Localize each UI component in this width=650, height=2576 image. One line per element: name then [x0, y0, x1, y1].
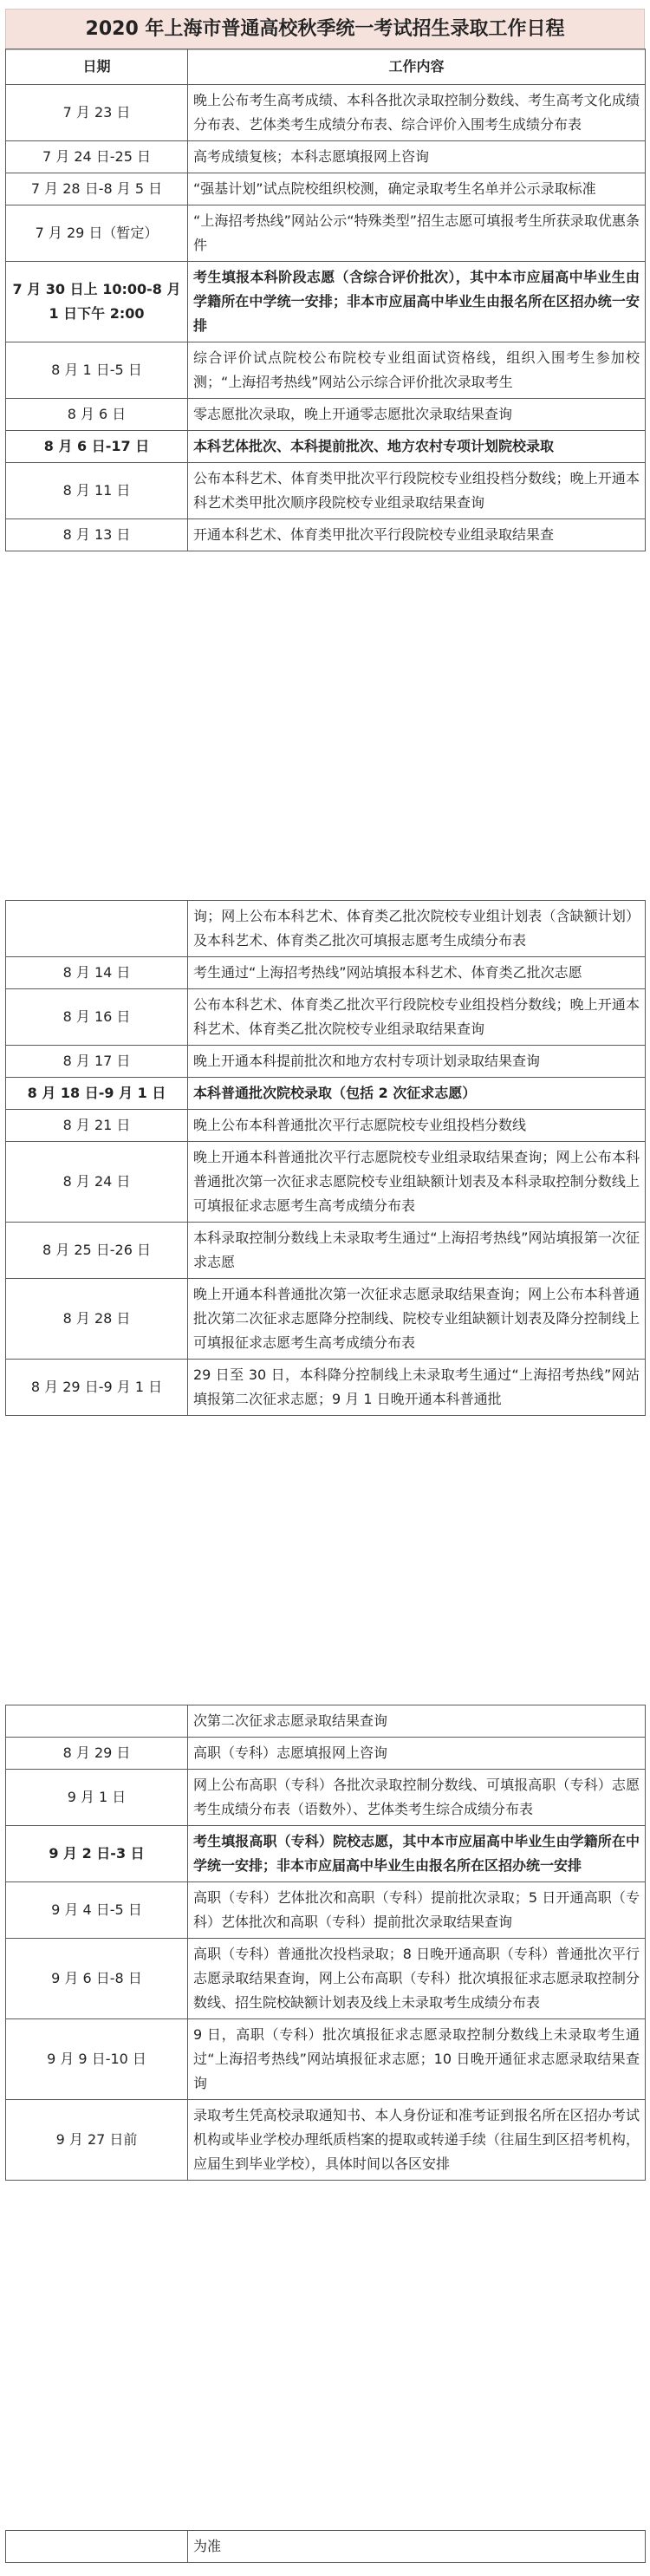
- schedule-content: 晚上开通本科普通批次平行志愿院校专业组录取结果查询；网上公布本科普通批次第一次征求志愿院校专业组缺额计划表及本科录取控制分数线上可填报征求志愿考生高考成绩分布表: [188, 1142, 646, 1223]
- schedule-content: 次第二次征求志愿录取结果查询: [188, 1705, 646, 1738]
- schedule-date: 8 月 18 日-9 月 1 日: [6, 1078, 188, 1110]
- schedule-date: 8 月 6 日: [6, 399, 188, 431]
- schedule-table-part-1: [5, 49, 646, 551]
- schedule-date: 7 月 24 日-25 日: [6, 141, 188, 173]
- schedule-date: 8 月 13 日: [6, 519, 188, 551]
- table-row: [6, 2019, 646, 2100]
- schedule-content: 晚上开通本科提前批次和地方农村专项计划录取结果查询: [188, 1046, 646, 1078]
- content-column-header: 工作内容: [188, 49, 646, 85]
- schedule-content: 高职（专科）艺体批次和高职（专科）提前批次录取；5 日开通高职（专科）艺体批次和高职（专科）提前批次录取结果查询: [188, 1882, 646, 1939]
- schedule-content: 本科普通批次院校录取（包括 2 次征求志愿）: [188, 1078, 646, 1110]
- schedule-content: 综合评价试点院校公布院校专业组面试资格线，组织入围考生参加校测；“上海招考热线”网站公示综合评价批次录取考生: [188, 342, 646, 399]
- schedule-content: 考生通过“上海招考热线”网站填报本科艺术、体育类乙批次志愿: [188, 957, 646, 989]
- schedule-content: 9 日，高职（专科）批次填报征求志愿录取控制分数线上未录取考生通过“上海招考热线”网站填报征求志愿；10 日晚开通征求志愿录取结果查询: [188, 2019, 646, 2100]
- schedule-content: “强基计划”试点院校组织校测，确定录取考生名单并公示录取标准: [188, 173, 646, 205]
- schedule-date: 8 月 11 日: [6, 463, 188, 519]
- schedule-content: 高考成绩复核；本科志愿填报网上咨询: [188, 141, 646, 173]
- table-row: [6, 1110, 646, 1142]
- schedule-date: 7 月 23 日: [6, 85, 188, 141]
- table-row: [6, 141, 646, 173]
- table-row: [6, 1826, 646, 1882]
- schedule-content: 网上公布高职（专科）各批次录取控制分数线、可填报高职（专科）志愿考生成绩分布表（语数外）、艺体类考生综合成绩分布表: [188, 1770, 646, 1826]
- table-row: [6, 173, 646, 205]
- schedule-date: [6, 2531, 188, 2563]
- schedule-content: 晚上公布考生高考成绩、本科各批次录取控制分数线、考生高考文化成绩分布表、艺体类考生成绩分布表、综合评价入围考生成绩分布表: [188, 85, 646, 141]
- schedule-date: 8 月 29 日: [6, 1738, 188, 1770]
- schedule-date: 8 月 24 日: [6, 1142, 188, 1223]
- table-row: [6, 1738, 646, 1770]
- table-row: [6, 463, 646, 519]
- table-row: [6, 1705, 646, 1738]
- schedule-date: 9 月 1 日: [6, 1770, 188, 1826]
- schedule-content: 考生填报高职（专科）院校志愿，其中本市应届高中毕业生由学籍所在中学统一安排；非本市应届高中毕业生由报名所在区招办统一安排: [188, 1826, 646, 1882]
- table-row: [6, 1939, 646, 2019]
- table-row: [6, 1360, 646, 1416]
- table-row: [6, 901, 646, 957]
- schedule-content: 高职（专科）志愿填报网上咨询: [188, 1738, 646, 1770]
- schedule-content: 本科艺体批次、本科提前批次、地方农村专项计划院校录取: [188, 431, 646, 463]
- table-row: [6, 205, 646, 262]
- schedule-content: 为准: [188, 2531, 646, 2563]
- schedule-date: [6, 901, 188, 957]
- schedule-content: 29 日至 30 日，本科降分控制线上未录取考生通过“上海招考热线”网站填报第二次征求志愿；9 月 1 日晚开通本科普通批: [188, 1360, 646, 1416]
- date-column-header: 日期: [6, 49, 188, 85]
- schedule-date: 8 月 16 日: [6, 989, 188, 1046]
- table-row: [6, 1279, 646, 1360]
- table-row: [6, 1046, 646, 1078]
- schedule-content: 晚上公布本科普通批次平行志愿院校专业组投档分数线: [188, 1110, 646, 1142]
- schedule-date: 8 月 14 日: [6, 957, 188, 989]
- schedule-date: 9 月 4 日-5 日: [6, 1882, 188, 1939]
- schedule-content: 零志愿批次录取，晚上开通零志愿批次录取结果查询: [188, 399, 646, 431]
- table-row: [6, 262, 646, 342]
- schedule-date: 8 月 1 日-5 日: [6, 342, 188, 399]
- table-row: [6, 1078, 646, 1110]
- table-row: [6, 1223, 646, 1279]
- schedule-date: [6, 1705, 188, 1738]
- table-row: [6, 431, 646, 463]
- page-title: 2020 年上海市普通高校秋季统一考试招生录取工作日程: [5, 9, 645, 50]
- schedule-content: 开通本科艺术、体育类甲批次平行段院校专业组录取结果查: [188, 519, 646, 551]
- schedule-date: 9 月 27 日前: [6, 2100, 188, 2181]
- schedule-content: 询；网上公布本科艺术、体育类乙批次院校专业组计划表（含缺额计划）及本科艺术、体育类乙批次可填报志愿考生成绩分布表: [188, 901, 646, 957]
- schedule-date: 8 月 21 日: [6, 1110, 188, 1142]
- schedule-content: “上海招考热线”网站公示“特殊类型”招生志愿可填报考生所获录取优惠条件: [188, 205, 646, 262]
- table-row: [6, 519, 646, 551]
- table-row: [6, 2100, 646, 2181]
- schedule-date: 7 月 29 日（暂定）: [6, 205, 188, 262]
- schedule-date: 9 月 6 日-8 日: [6, 1939, 188, 2019]
- schedule-content: 高职（专科）普通批次投档录取；8 日晚开通高职（专科）普通批次平行志愿录取结果查询，网上公布高职（专科）批次填报征求志愿录取控制分数线、招生院校缺额计划表及线上未录取考生成绩分布表: [188, 1939, 646, 2019]
- schedule-content: 公布本科艺术、体育类甲批次平行段院校专业组投档分数线；晚上开通本科艺术类甲批次顺序段院校专业组录取结果查询: [188, 463, 646, 519]
- table-row: [6, 1770, 646, 1826]
- table-header-row: [6, 49, 646, 85]
- schedule-table-part-2: [5, 900, 646, 1416]
- schedule-date: 9 月 9 日-10 日: [6, 2019, 188, 2100]
- table-row: [6, 1882, 646, 1939]
- schedule-date: 7 月 28 日-8 月 5 日: [6, 173, 188, 205]
- schedule-date: 9 月 2 日-3 日: [6, 1826, 188, 1882]
- schedule-date: 8 月 6 日-17 日: [6, 431, 188, 463]
- table-row: [6, 342, 646, 399]
- schedule-date: 8 月 28 日: [6, 1279, 188, 1360]
- table-row: [6, 85, 646, 141]
- table-row: [6, 1142, 646, 1223]
- schedule-content: 本科录取控制分数线上未录取考生通过“上海招考热线”网站填报第一次征求志愿: [188, 1223, 646, 1279]
- schedule-content: 晚上开通本科普通批次第一次征求志愿录取结果查询；网上公布本科普通批次第二次征求志愿降分控制线、院校专业组缺额计划表及降分控制线上可填报征求志愿考生高考成绩分布表: [188, 1279, 646, 1360]
- schedule-date: 8 月 29 日-9 月 1 日: [6, 1360, 188, 1416]
- schedule-content: 录取考生凭高校录取通知书、本人身份证和准考证到报名所在区招办考试机构或毕业学校办理纸质档案的提取或转递手续（往届生到区招考机构，应届生到毕业学校），具体时间以各区安排: [188, 2100, 646, 2181]
- schedule-content: 公布本科艺术、体育类乙批次平行段院校专业组投档分数线；晚上开通本科艺术、体育类乙批次院校专业组录取结果查询: [188, 989, 646, 1046]
- schedule-table-part-4: [5, 2530, 646, 2563]
- table-row: [6, 399, 646, 431]
- schedule-date: 8 月 25 日-26 日: [6, 1223, 188, 1279]
- table-row: [6, 957, 646, 989]
- schedule-date: 8 月 17 日: [6, 1046, 188, 1078]
- schedule-table-part-3: [5, 1705, 646, 2181]
- table-row: [6, 2531, 646, 2563]
- schedule-content: 考生填报本科阶段志愿（含综合评价批次），其中本市应届高中毕业生由学籍所在中学统一安排；非本市应届高中毕业生由报名所在区招办统一安排: [188, 262, 646, 342]
- table-row: [6, 989, 646, 1046]
- schedule-date: 7 月 30 日上 10:00-8 月 1 日下午 2:00: [6, 262, 188, 342]
